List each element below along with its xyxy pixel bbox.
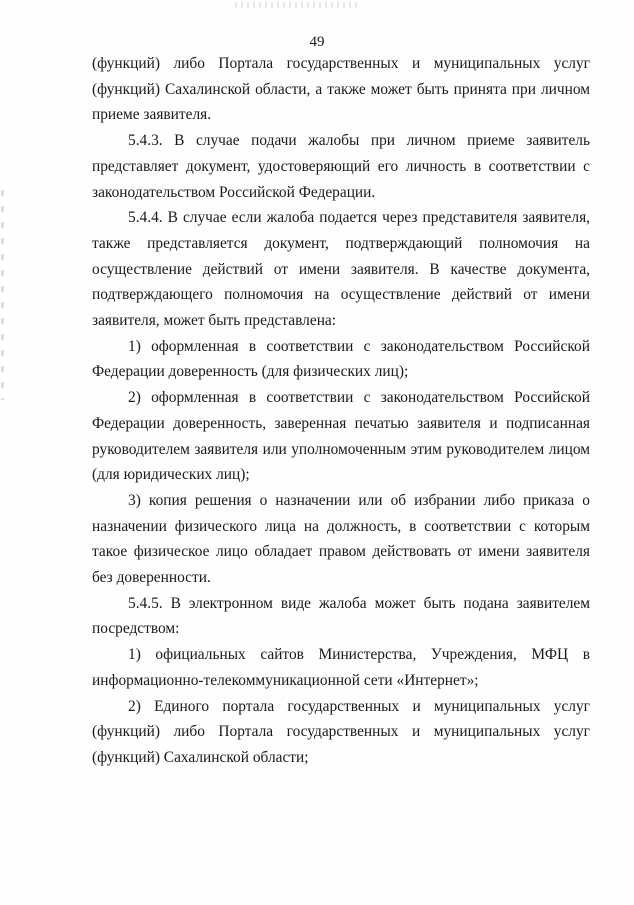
scan-artifact-left	[1, 190, 4, 400]
list-item-portals: 2) Единого портала государственных и муниципальных услуг (функций) либо Портала государственных и муниципальных услуг (функций) Сахалинской области;	[92, 697, 590, 766]
page-number: 49	[309, 34, 325, 50]
scan-artifact-top	[235, 2, 360, 8]
paragraph-5-4-4: 5.4.4. В случае если жалоба подается через представителя заявителя, также представляется документ, подтверждающий полномочия на осуществление действий от имени заявителя. В качестве документа, подтверждающего полномочия на осуществление действий от имени заявителя, может быть представлена:	[92, 209, 590, 330]
list-item-sites: 1) официальных сайтов Министерства, Учреждения, МФЦ в информационно-телекоммуникационной сети «Интернет»;	[92, 646, 590, 689]
paragraph-continuation: (функций) либо Портала государственных и муниципальных услуг (функций) Сахалинской области, а также может быть принята при личном приеме заявителя.	[92, 55, 590, 124]
document-body	[92, 51, 590, 771]
paragraph-5-4-5: 5.4.5. В электронном виде жалоба может быть подана заявителем посредством:	[92, 594, 590, 638]
paragraph-5-4-3: 5.4.3. В случае подачи жалобы при личном приеме заявитель представляет документ, удостоверяющий его личность в соответствии с законодательством Российской Федерации.	[92, 132, 590, 201]
list-item-1: 1) оформленная в соответствии с законодательством Российской Федерации доверенность (для физических лиц);	[92, 337, 590, 381]
list-item-2: 2) оформленная в соответствии с законодательством Российской Федерации доверенность, заверенная печатью заявителя и подписанная руководителем заявителя или уполномоченным этим руководителем лицом (для юридических лиц);	[92, 389, 590, 484]
list-item-3: 3) копия решения о назначении или об избрании либо приказа о назначении физического лица на должность, в соответствии с которым такое физическое лицо обладает правом действовать от имени заявителя без доверенности.	[92, 491, 590, 587]
